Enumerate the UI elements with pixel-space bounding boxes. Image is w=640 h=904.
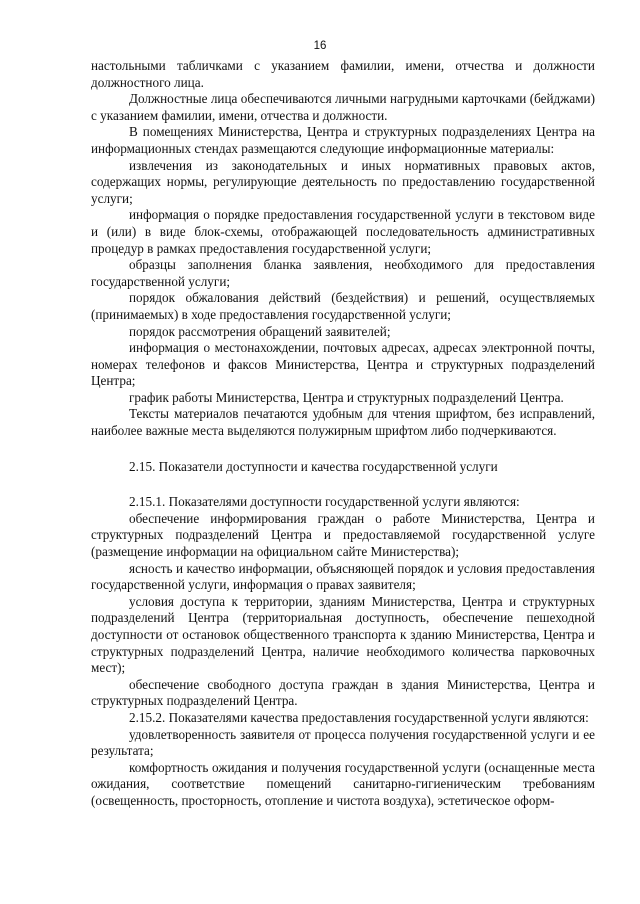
paragraph-continuation: настольными табличками с указанием фамилии, имени, отчества и должности должностного лица. <box>91 58 595 90</box>
list-item-free-access: обеспечение свободного доступа граждан в здания Министерства, Центра и структурных подразделений Центра. <box>91 676 595 709</box>
list-item-work-schedule: график работы Министерства, Центра и структурных подразделений Центра. <box>129 389 564 405</box>
list-item-procedure-info: информация о порядке предоставления государственной услуги в текстовом виде и (или) в виде блок-схемы, отображающей последовательность административных процедур в рамках предоставления государственной услуги; <box>91 207 595 256</box>
page-number: 16 <box>313 40 327 52</box>
document-body <box>91 58 595 810</box>
section-heading: 2.15. Показатели доступности и качества государственной услуги <box>129 458 498 474</box>
list-item-application-samples: образцы заполнения бланка заявления, необходимого для предоставления государственной услуги; <box>91 257 595 289</box>
list-item-contact-info: информация о местонахождении, почтовых адресах, адресах электронной почты, номерах телефонов и факсов Министерства, Центра и структурных подразделений Центра; <box>91 340 595 389</box>
list-item-satisfaction: удовлетворенность заявителя от процесса получения государственной услуги и ее результата; <box>91 726 595 759</box>
paragraph-text-materials: Тексты материалов печатаются удобным для чтения шрифтом, без исправлений, наиболее важные места выделяются полужирным шрифтом либо подчеркиваются. <box>91 406 595 439</box>
list-item-clarity: ясность и качество информации, объясняющей порядок и условия предоставления государственной услуги, информация о правах заявителя; <box>91 560 595 593</box>
paragraph-badges: Должностные лица обеспечиваются личными нагрудными карточками (бейджами) с указанием фамилии, имени, отчества и должности. <box>91 91 595 123</box>
list-item-informing: обеспечение информирования граждан о работе Министерства, Центра и структурных подразделений Центра и предоставляемой государственной услуге (размещение информации на официальном сайте Министерства); <box>91 510 595 560</box>
paragraph-info-stands: В помещениях Министерства, Центра и структурных подразделениях Центра на информационных стендах размещаются следующие информационные материалы: <box>91 124 595 156</box>
list-item-appeal-procedure: порядок обжалования действий (бездействия) и решений, осуществляемых (принимаемых) в ходе предоставления государственной услуги; <box>91 290 595 322</box>
list-item-comfort: комфортность ожидания и получения государственной услуги (оснащенные места ожидания, соответствие помещений санитарно-гигиеническим требованиям (освещенность, просторность, отопление и чистота воздуха), эстетическое оформ- <box>91 759 595 808</box>
list-item-appeals-review: порядок рассмотрения обращений заявителей; <box>129 323 391 339</box>
list-item-legal-extracts: извлечения из законодательных и иных нормативных правовых актов, содержащих нормы, регулирующие деятельность по предоставлению государственной услуги; <box>91 157 595 206</box>
subsection-quality: 2.15.2. Показателями качества предоставления государственной услуги являются: <box>129 709 589 725</box>
subsection-accessibility: 2.15.1. Показателями доступности государственной услуги являются: <box>129 494 520 510</box>
list-item-access-conditions: условия доступа к территории, зданиям Министерства, Центра и структурных подразделений Центра (территориальная доступность, обеспечение пешеходной доступности от остановок общественного транспорта к зданию Министерства, Центра и структурных подразделений Центра, наличие необходимого количества парковочных мест); <box>91 593 595 676</box>
